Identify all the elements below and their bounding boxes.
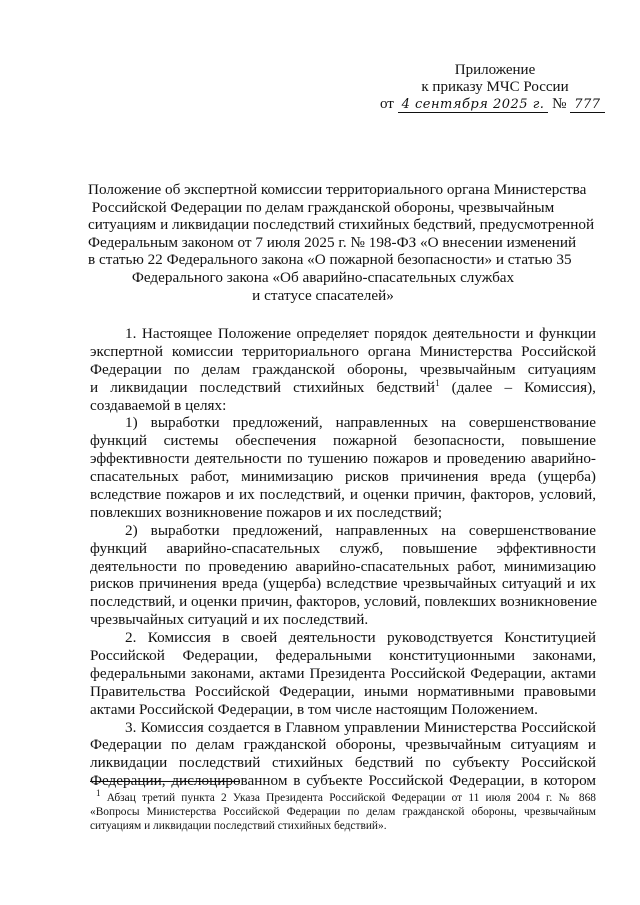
body-line: повлекших возникновение пожаров и их последствий; — [90, 503, 443, 521]
body-line: последствий, и оценки причин, факторов, условий, повлекших возникновение — [90, 593, 597, 611]
body-line: Федерации по делам гражданской обороны, чрезвычайным ситуациям и — [90, 736, 596, 754]
footnote-separator — [90, 781, 240, 782]
title-line: ситуациям и ликвидации последствий стихийных бедствий, предусмотренной — [88, 216, 595, 234]
handwritten-number: 777 — [570, 98, 604, 113]
footnote-line: «Вопросы Министерства Российской Федерации по делам гражданской обороны, чрезвычайным — [90, 806, 596, 818]
title-line: Федерального закона «Об аварийно-спасательных службах — [131, 268, 515, 286]
document-body — [90, 325, 596, 790]
footnote-text: Абзац третий пункта 2 Указа Президента Российской Федерации от 11 июля 2004 г. № 868 — [106, 792, 596, 804]
body-line-part: (далее – Комиссия), — [439, 378, 596, 396]
body-line: 2. Комиссия в своей деятельности руководствуется Конституцией — [125, 629, 596, 647]
body-line: рисков причинения вреда (ущерба) вследствие чрезвычайных ситуаций и их — [90, 575, 596, 593]
from-label: от — [380, 96, 394, 112]
footnote-mark: 1 — [96, 788, 101, 799]
number-label: № — [552, 96, 567, 112]
body-line-with-footnote — [90, 379, 596, 397]
body-line-part: и ликвидации последствий стихийных бедствий — [90, 378, 436, 396]
body-line: федеральными законами, актами Президента Российской Федерации, актами — [90, 664, 596, 682]
body-line: экспертной комиссии территориального органа Министерства Российской — [90, 342, 596, 360]
body-line: 2) выработки предложений, направленных на совершенствование — [125, 521, 596, 539]
body-line: Российской Федерации, федеральными конституционными законами, — [90, 647, 596, 665]
footnote-line: ситуациям и ликвидации последствий стихийных бедствий». — [90, 820, 387, 832]
body-line: чрезвычайных ситуаций и их последствий. — [90, 611, 369, 629]
body-line: Правительства Российской Федерации, иными нормативными правовыми — [90, 682, 596, 700]
body-line: Федерации, дислоцированном в субъекте Российской Федерации, в котором — [90, 772, 596, 790]
body-line: 1. Настоящее Положение определяет порядок деятельности и функции — [125, 325, 596, 342]
title-line: Федеральным законом от 7 июля 2025 г. № 198-ФЗ «О внесении изменений — [88, 233, 577, 251]
body-line: создаваемой в целях: — [90, 396, 227, 414]
document-title — [88, 181, 595, 304]
title-line: в статью 22 Федерального закона «О пожарной безопасности» и статью 35 — [88, 251, 572, 269]
title-line: Российской Федерации по делам гражданской обороны, чрезвычайным — [91, 198, 555, 216]
body-line: ликвидации последствий стихийных бедствий по субъекту Российской — [90, 754, 596, 772]
body-line: 3. Комиссия создается в Главном управлении Министерства Российской — [125, 718, 596, 736]
title-line: и статусе спасателей» — [252, 286, 394, 304]
appendix-date-line — [380, 96, 610, 113]
body-line: 1) выработки предложений, направленных на совершенствование — [125, 414, 596, 432]
body-line: Федерации по делам гражданской обороны, чрезвычайным ситуациям — [90, 360, 596, 378]
body-line: вследствие пожаров и их последствий, и оценки причин, факторов, условий, — [90, 486, 596, 504]
body-line: спасательных работ, минимизацию рисков причинения вреда (ущерба) — [90, 468, 596, 486]
appendix-header — [380, 62, 610, 113]
body-line: функций аварийно-спасательных служб, повышение эффективности — [90, 539, 596, 557]
title-line: Положение об экспертной комиссии территориального органа Министерства — [88, 181, 587, 198]
footnote-reference: 1 — [435, 377, 440, 388]
body-line: функций системы обеспечения пожарной безопасности, повышение — [90, 432, 596, 450]
footnote-line — [90, 788, 596, 805]
body-line: деятельности по проведению аварийно-спасательных работ, минимизацию — [90, 557, 596, 575]
body-line: актами Российской Федерации, в том числе настоящим Положением. — [90, 700, 538, 718]
appendix-order-ref: к приказу МЧС России — [421, 79, 569, 95]
handwritten-date: 4 сентября 2025 г. — [398, 98, 549, 113]
body-line: эффективности деятельности по тушению пожаров и проведению аварийно- — [90, 450, 596, 468]
appendix-title: Приложение — [454, 62, 536, 78]
footnote — [90, 788, 596, 833]
